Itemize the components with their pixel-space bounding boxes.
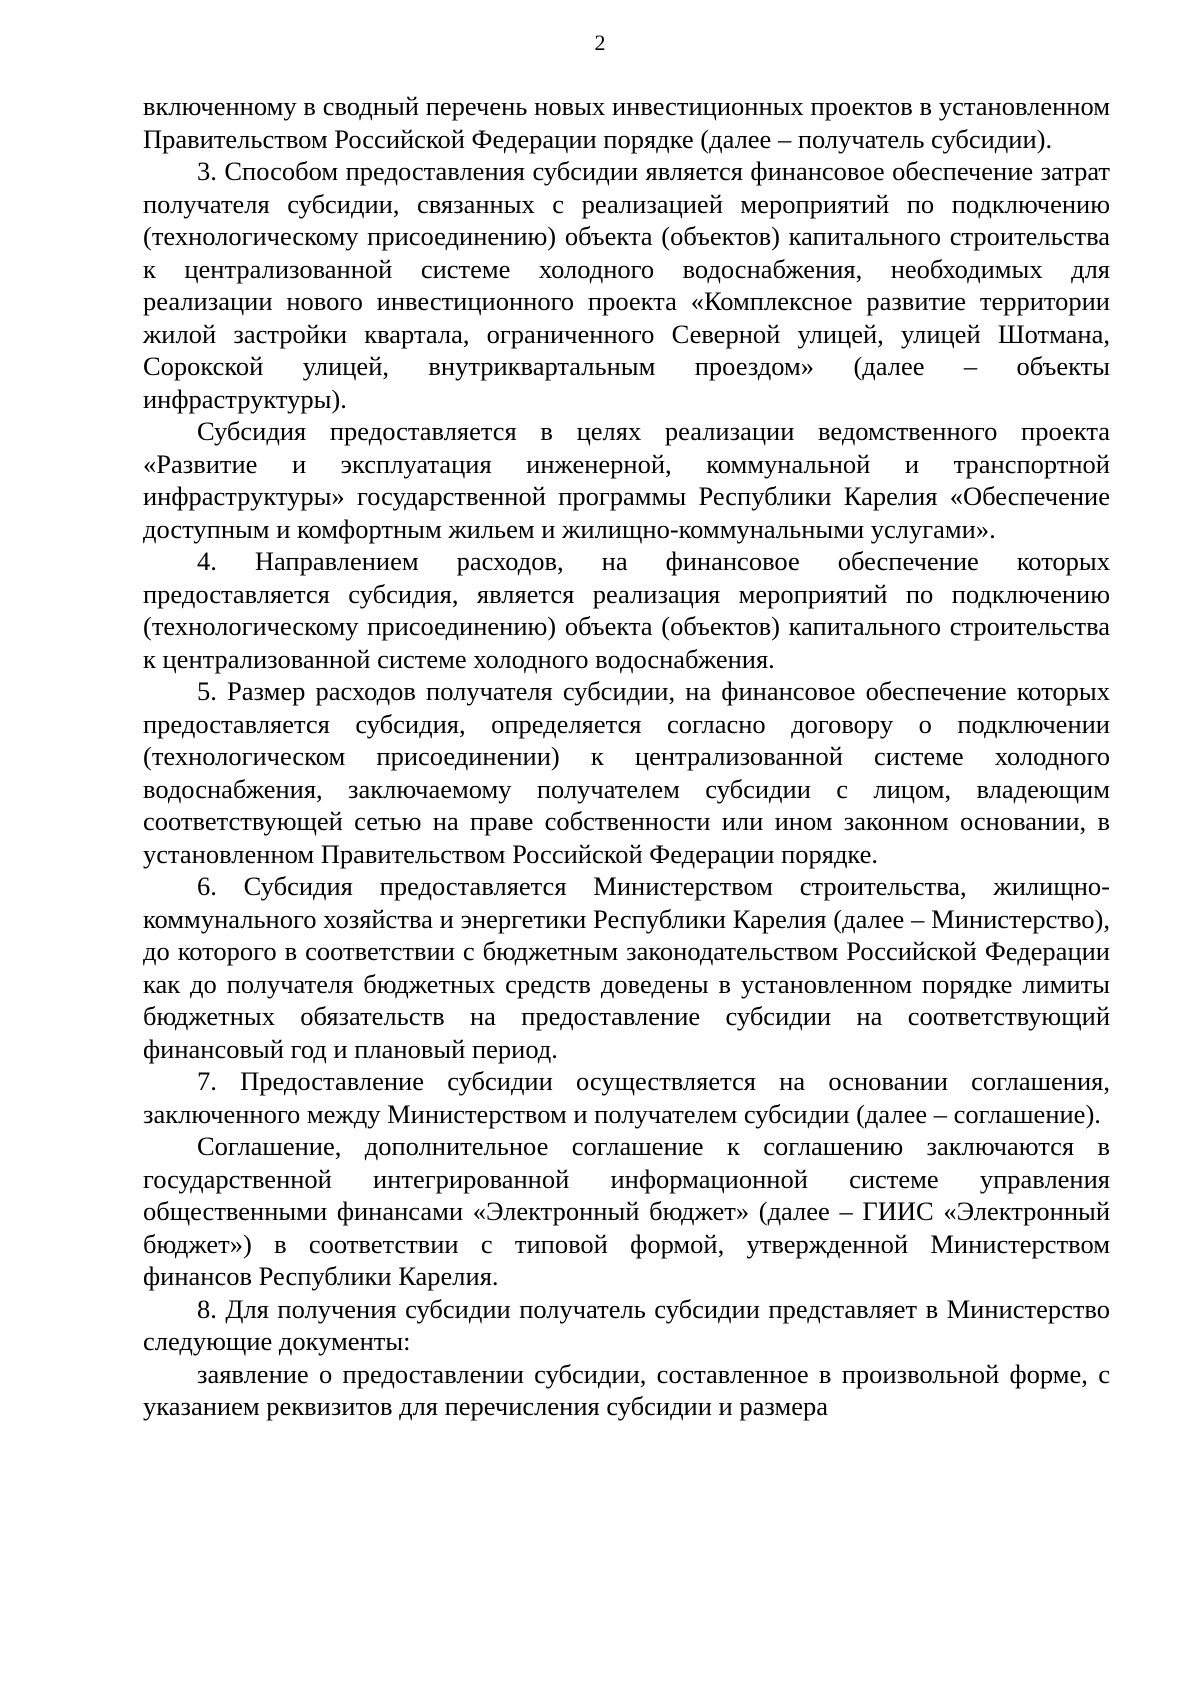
paragraph-item-6: 6. Субсидия предоставляется Министерством строительства, жилищно-коммунального хозяйства и энергетики Республики Карелия (далее – Министерство), до которого в соответствии с бюджетным законодательством Российской Федерации как до получателя бюджетных средств доведены в установленном порядке лимиты бюджетных обязательств на предоставление субсидии на соответствующий финансовый год и плановый период.	[143, 871, 1110, 1064]
paragraph-subsidy-purpose: Субсидия предоставляется в целях реализации ведомственного проекта «Развитие и эксплуатация инженерной, коммунальной и транспортной инфраструктуры» государственной программы Республики Карелия «Обеспечение доступным и комфортным жильем и жилищно-коммунальными услугами».	[143, 416, 1110, 544]
paragraph-item-7: 7. Предоставление субсидии осуществляется на основании соглашения, заключенного между Министерством и получателем субсидии (далее – соглашение).	[143, 1066, 1110, 1129]
paragraph-item-5: 5. Размер расходов получателя субсидии, на финансовое обеспечение которых предоставляется субсидия, определяется согласно договору о подключении (технологическом присоединении) к централизованной системе холодного водоснабжения, заключаемому получателем субсидии с лицом, владеющим соответствующей сетью на праве собственности или ином законном основании, в установленном Правительством Российской Федерации порядке.	[143, 676, 1110, 869]
paragraph-agreement: Соглашение, дополнительное соглашение к соглашению заключаются в государственной интегрированной информационной системе управления общественными финансами «Электронный бюджет» (далее – ГИИС «Электронный бюджет») в соответствии с типовой формой, утвержденной Министерством финансов Республики Карелия.	[143, 1131, 1110, 1291]
paragraph-application: заявление о предоставлении субсидии, составленное в произвольной форме, с указанием реквизитов для перечисления субсидии и размера	[143, 1358, 1110, 1421]
paragraph-item-8: 8. Для получения субсидии получатель субсидии представляет в Министерство следующие документы:	[143, 1293, 1110, 1356]
document-body	[143, 90, 1110, 1423]
paragraph-item-3: 3. Способом предоставления субсидии является финансовое обеспечение затрат получателя субсидии, связанных с реализацией мероприятий по подключению (технологическому присоединению) объекта (объектов) капитального строительства к централизованной системе холодного водоснабжения, необходимых для реализации нового инвестиционного проекта «Комплексное развитие территории жилой застройки квартала, ограниченного Северной улицей, улицей Шотмана, Сорокской улицей, внутриквартальным проездом» (далее – объекты инфраструктуры).	[143, 156, 1110, 414]
page-number: 2	[594, 30, 606, 55]
paragraph-item-4: 4. Направлением расходов, на финансовое обеспечение которых предоставляется субсидия, является реализация мероприятий по подключению (технологическому присоединению) объекта (объектов) капитального строительства к централизованной системе холодного водоснабжения.	[143, 546, 1110, 674]
paragraph-continuation: включенному в сводный перечень новых инвестиционных проектов в установленном Правительством Российской Федерации порядке (далее – получатель субсидии).	[143, 91, 1110, 154]
